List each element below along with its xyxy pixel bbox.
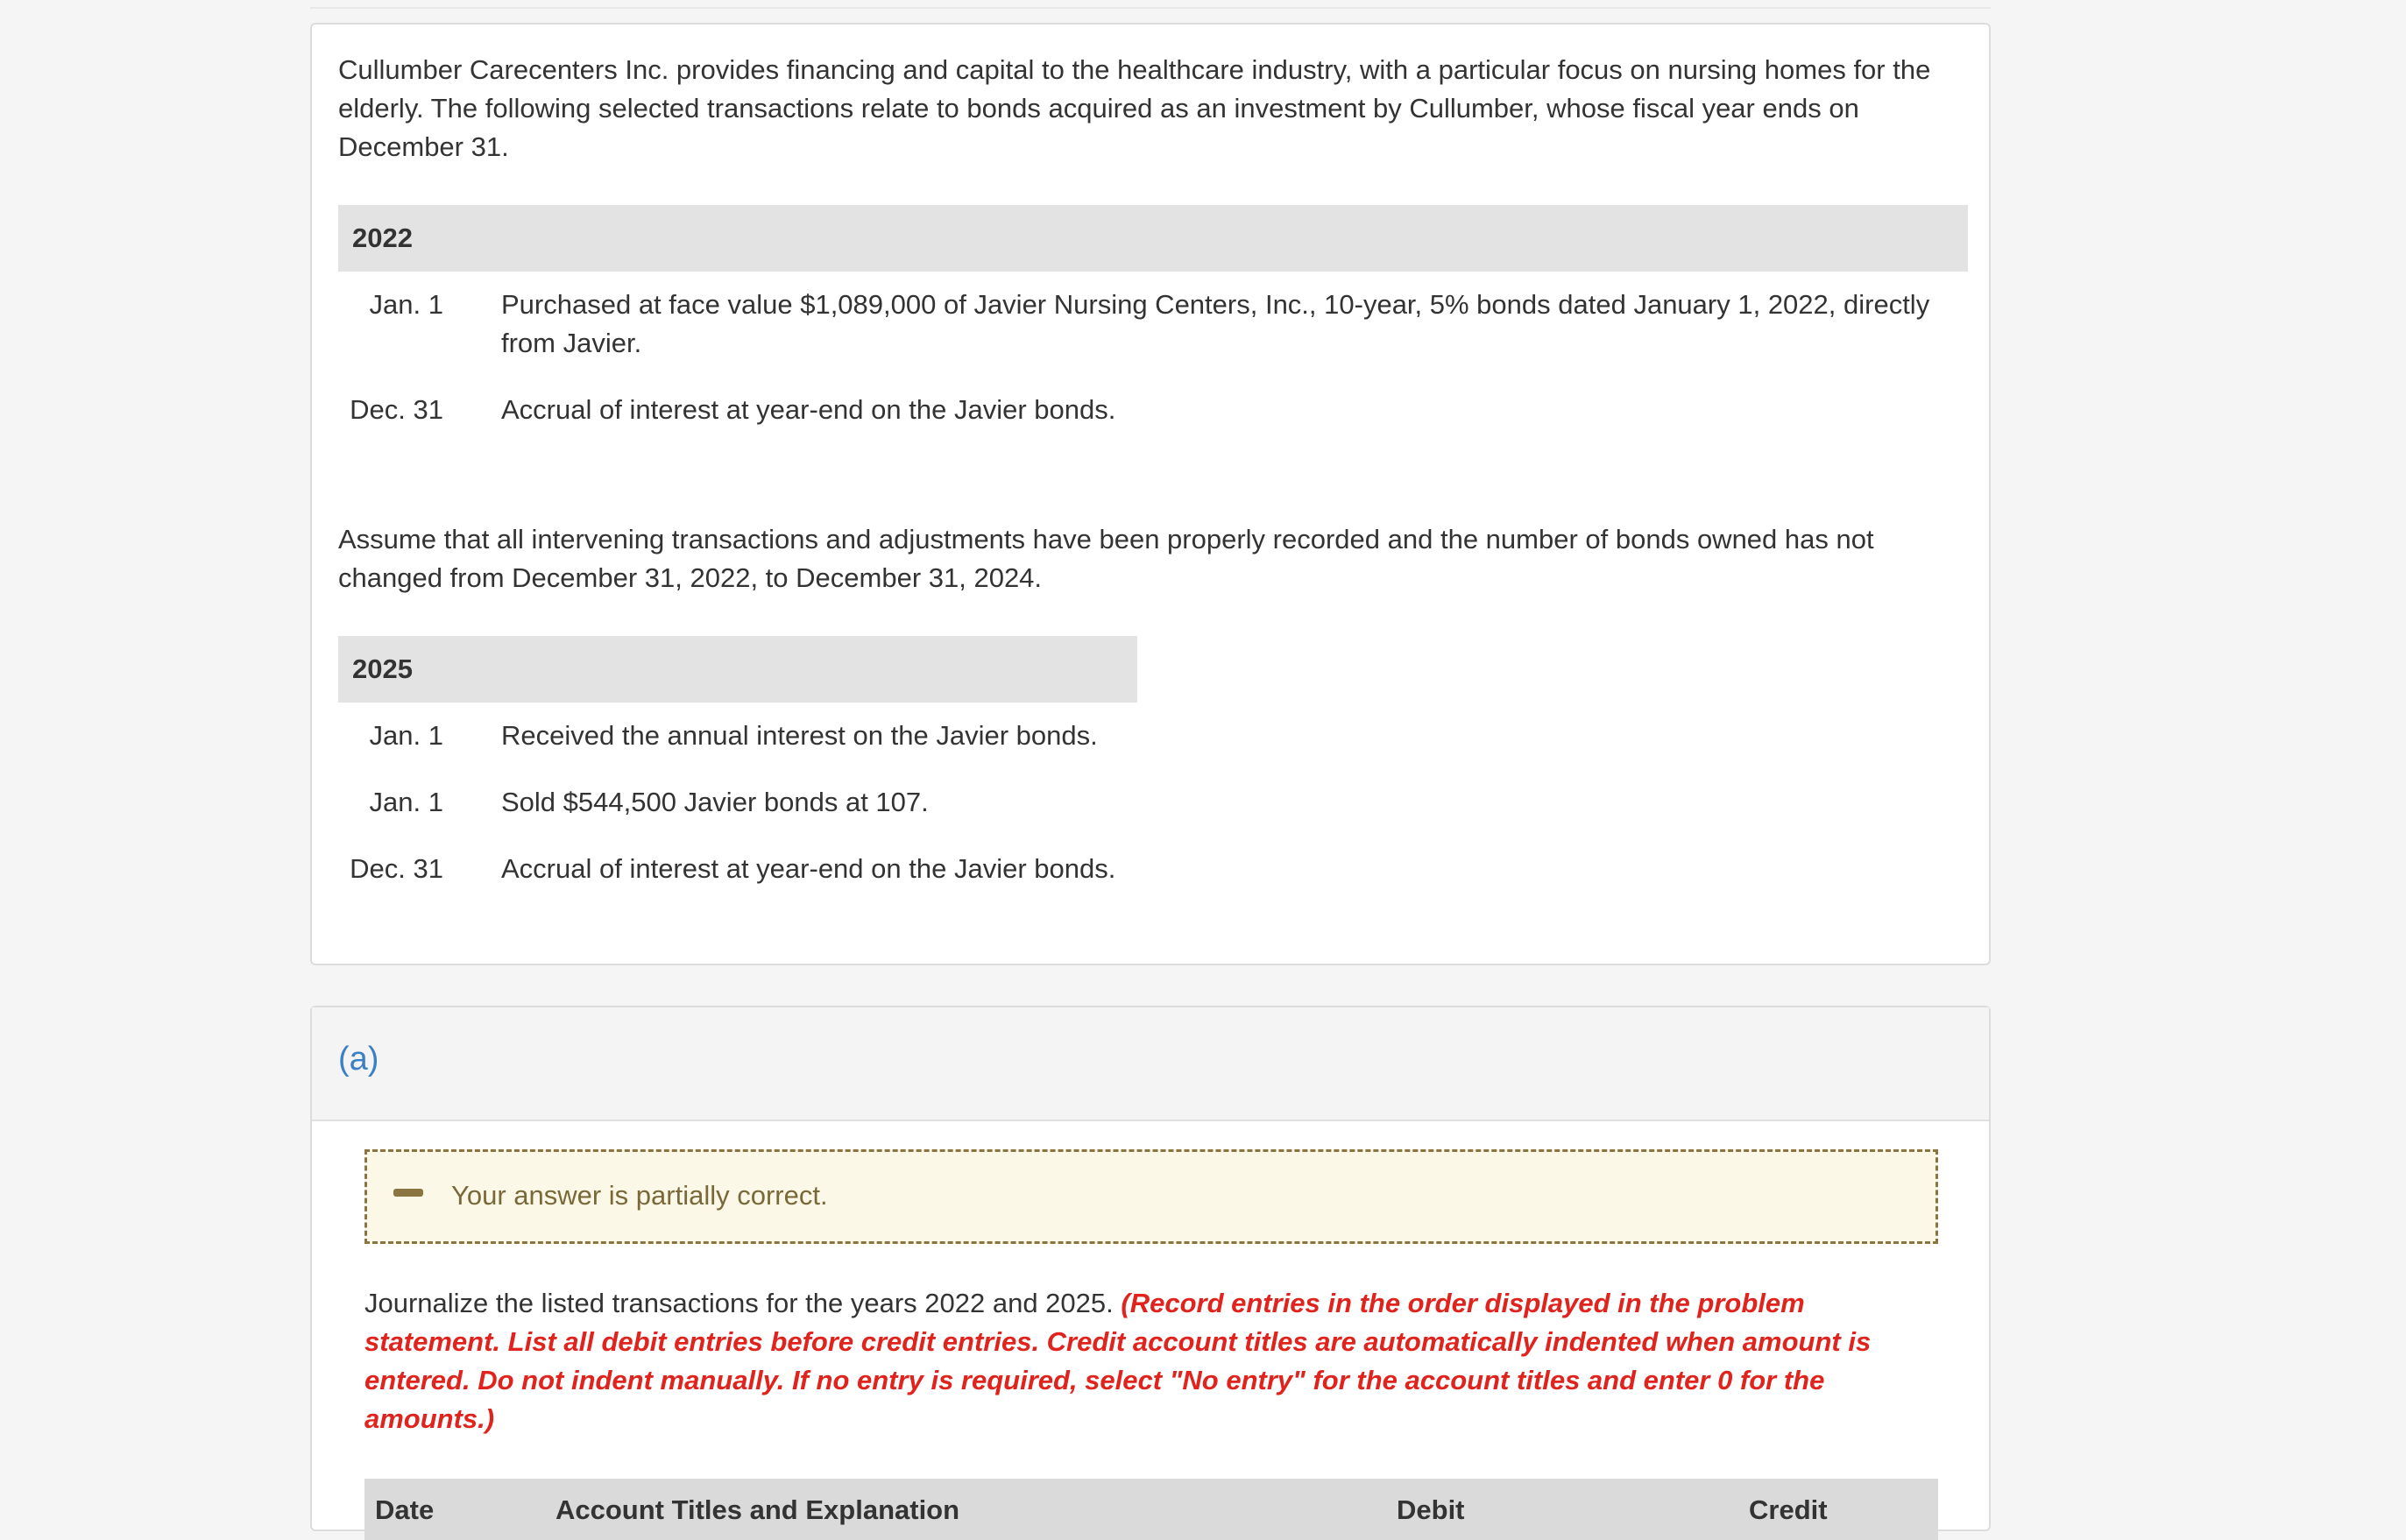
- transaction-date: Jan. 1: [369, 720, 443, 751]
- transaction-description: Sold $544,500 Javier bonds at 107.: [501, 787, 929, 817]
- feedback-banner: [364, 1149, 1938, 1244]
- transaction-description: Purchased at face value $1,089,000 of Javier Nursing Centers, Inc., 10-year, 5% bonds dated January 1, 2022, directly from Javier.: [501, 289, 1930, 358]
- problem-intro: Cullumber Carecenters Inc. provides financing and capital to the healthcare industry, with a particular focus on nursing homes for the elderly. The following selected transactions relate to bonds acquired as an investment by Cullumber, whose fiscal year ends on December 31.: [338, 54, 1931, 162]
- transaction-date: Dec. 31: [350, 394, 443, 425]
- column-header-date: Date: [375, 1494, 435, 1525]
- partial-correct-icon: [393, 1189, 423, 1197]
- column-header-credit: Credit: [1749, 1494, 1828, 1525]
- problem-statement-card: [310, 23, 1991, 965]
- part-a-card: [310, 1006, 1991, 1531]
- part-label: (a): [338, 1041, 379, 1077]
- column-header-debit: Debit: [1397, 1494, 1465, 1525]
- instruction-text: Journalize the listed transactions for the years 2022 and 2025.: [364, 1288, 1114, 1318]
- part-a-header[interactable]: [312, 1007, 1989, 1121]
- feedback-text: Your answer is partially correct.: [451, 1180, 828, 1211]
- year-header-2022: 2022: [338, 205, 1968, 272]
- transaction-date: Jan. 1: [369, 787, 443, 817]
- transaction-description: Accrual of interest at year-end on the Javier bonds.: [501, 853, 1116, 884]
- year-header-2025: 2025: [338, 636, 1137, 703]
- column-header-account: Account Titles and Explanation: [556, 1494, 960, 1525]
- journal-instructions: [364, 1284, 1938, 1438]
- assumption-text: Assume that all intervening transactions and adjustments have been properly recorded and the number of bonds owned has not changed from December 31, 2022, to December 31, 2024.: [338, 524, 1874, 593]
- journal-table-header: [364, 1479, 1938, 1540]
- transaction-description: Accrual of interest at year-end on the Javier bonds.: [501, 394, 1116, 425]
- top-divider: [310, 7, 1991, 9]
- transaction-date: Dec. 31: [350, 853, 443, 884]
- transaction-description: Received the annual interest on the Javier bonds.: [501, 720, 1098, 751]
- transaction-date: Jan. 1: [369, 289, 443, 320]
- instruction-note: (Record entries in the order displayed in the problem statement. List all debit entries before credit entries. Credit account titles are automatically indented when amount is entered. Do not indent manually. If no entry is required, select "No entry" for the account titles and enter 0 for the amounts.): [364, 1288, 1872, 1434]
